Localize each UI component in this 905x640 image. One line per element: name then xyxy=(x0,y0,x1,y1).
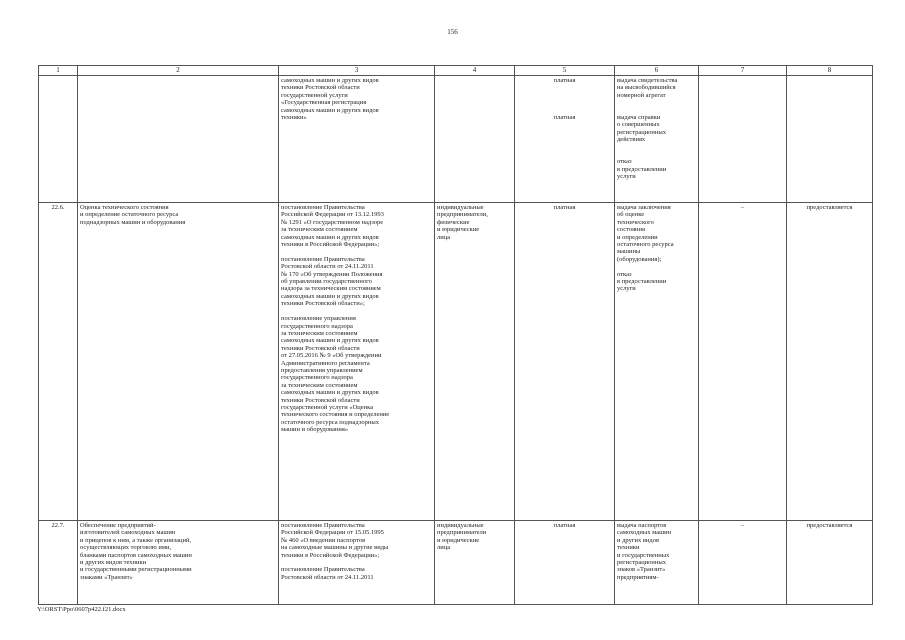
payment-cell: платная xyxy=(515,521,615,605)
result-cell: выдача заключения об оценке технического состояния и определении остаточного ресурса машины (оборудования); отказ в предоставлении услуги xyxy=(615,203,699,521)
col7-cell: – xyxy=(699,521,787,605)
table-header-row xyxy=(39,66,873,76)
footer-file-path: Y:\ORST\Ppo\0607p422.f21.docx xyxy=(37,606,126,613)
col7-cell: – xyxy=(699,203,787,521)
services-table xyxy=(38,65,873,605)
table-row xyxy=(39,76,873,203)
legal-basis-cell: самоходных машин и других видов техники Ростовской области государственной услуги «Государственная регистрация самоходных машин и других видов техники» xyxy=(279,76,435,203)
result-cell: выдача свидетельства на высвободившийся номерной агрегат выдача справки о совершенных регистрационных действиях отказ в предоставлении услуги xyxy=(615,76,699,203)
service-name-cell xyxy=(78,76,279,203)
payment-cell: платная платная xyxy=(515,76,615,203)
row-number-cell: 22.6. xyxy=(39,203,78,521)
row-number-cell xyxy=(39,76,78,203)
column-header: 4 xyxy=(435,66,515,76)
applicants-cell: индивидуальные предприниматели и юридические лица xyxy=(435,521,515,605)
payment-cell: платная xyxy=(515,203,615,521)
column-header: 2 xyxy=(78,66,279,76)
table-row xyxy=(39,203,873,521)
col7-cell xyxy=(699,76,787,203)
legal-basis-cell: постановление Правительства Российской Федерации от 13.12.1993 № 1291 «О государственном надзоре за техническим состоянием самоходных машин и других видов техники в Российской Федерации»; постановление Правительства Ростовской области от 24.11.2011 № 170 «Об утверждении Положения об управлении государственного надзора за техническим состоянием самоходных машин и других видов техники Ростовской области»; постановление управления государственного надзора за техническим состоянием самоходных машин и других видов техники Ростовской области от 27.05.2016 № 9 «Об утверждении Административного регламента предоставления управлением государственного надзора за техническим состоянием самоходных машин и других видов техники Ростовской области государственной услуги «Оценка технического состояния и определение остаточного ресурса поднадзорных машин и оборудования» xyxy=(279,203,435,521)
col8-cell: предоставляется xyxy=(787,521,873,605)
column-header: 3 xyxy=(279,66,435,76)
row-number-cell: 22.7. xyxy=(39,521,78,605)
column-header: 5 xyxy=(515,66,615,76)
service-name-cell: Оценка технического состояния и определение остаточного ресурса поднадзорных машин и оборудования xyxy=(78,203,279,521)
column-header: 8 xyxy=(787,66,873,76)
col8-cell: предоставляется xyxy=(787,203,873,521)
page-number: 156 xyxy=(447,28,458,36)
applicants-cell xyxy=(435,76,515,203)
applicants-cell: индивидуальные предприниматели, физические и юридические лица xyxy=(435,203,515,521)
column-header: 7 xyxy=(699,66,787,76)
table-row xyxy=(39,521,873,605)
result-cell: выдача паспортов самоходных машин и других видов техники и государственных регистрационных знаков «Транзит» предприятиям- xyxy=(615,521,699,605)
column-header: 1 xyxy=(39,66,78,76)
col8-cell xyxy=(787,76,873,203)
service-name-cell: Обеспечение предприятий- изготовителей самоходных машин и прицепов к ним, а также организаций, осуществляющих торговлю ими, бланками паспортов самоходных машин и других видов техники и государственными регистрационными знаками «Транзит» xyxy=(78,521,279,605)
column-header: 6 xyxy=(615,66,699,76)
legal-basis-cell: постановление Правительства Российской Федерации от 15.05.1995 № 460 «О введении паспортов на самоходные машины и другие виды техники в Российской Федерации»; постановление Правительства Ростовской области от 24.11.2011 xyxy=(279,521,435,605)
